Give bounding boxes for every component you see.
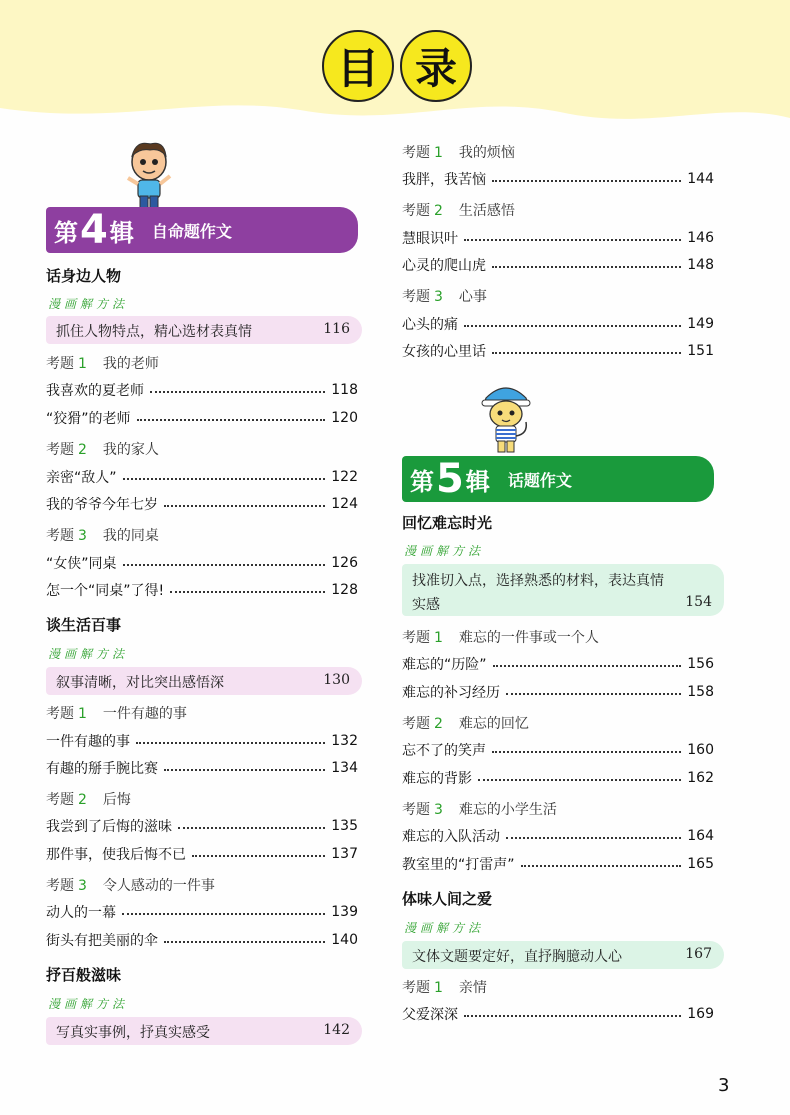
topic-label: 考题 [46, 528, 74, 544]
banner-title: 话题作文 [507, 470, 572, 490]
toc-entry[interactable] [46, 930, 358, 950]
topic-label: 考题 [46, 792, 74, 808]
leader-dots [192, 855, 325, 857]
topic-number: 1 [434, 630, 443, 646]
entry-title: 动人的一幕 [46, 905, 116, 921]
leader-dots [506, 837, 681, 839]
highlight-text: 找准切入点，选择熟悉的材料，表达真情 [412, 573, 664, 589]
leader-dots [164, 769, 325, 771]
highlight-text: 写真实事例，抒真实感受 [56, 1025, 210, 1041]
exam-topic [402, 627, 599, 647]
banner-title: 自命题作文 [151, 221, 232, 241]
toc-entry[interactable] [402, 768, 714, 788]
toc-entry[interactable] [46, 816, 358, 836]
entry-title: 慧眼识叶 [402, 231, 458, 247]
entry-page: 128 [331, 582, 358, 598]
method-highlight [46, 316, 362, 344]
entry-title: 那件事，使我后悔不已 [46, 847, 186, 863]
header-background [0, 0, 790, 130]
entry-page: 164 [687, 828, 714, 844]
entry-page: 122 [331, 469, 358, 485]
toc-entry[interactable] [46, 580, 358, 600]
topic-title: 亲情 [458, 980, 487, 996]
toc-entry[interactable] [402, 169, 714, 189]
topic-number: 3 [78, 878, 87, 894]
topic-title: 令人感动的一件事 [102, 878, 215, 894]
entry-page: 135 [331, 818, 358, 834]
toc-entry[interactable] [402, 228, 714, 248]
topic-label: 考题 [46, 356, 74, 372]
entry-page: 148 [687, 257, 714, 273]
comic-method-label: 漫画解方法 [404, 921, 485, 935]
entry-page: 151 [687, 343, 714, 359]
toc-entry[interactable] [46, 380, 358, 400]
entry-page: 162 [687, 770, 714, 786]
toc-entry[interactable] [402, 826, 714, 846]
exam-topic [46, 525, 159, 545]
topic-number: 2 [434, 716, 443, 732]
section-heading: 谈生活百事 [46, 616, 122, 634]
comic-method-label: 漫画解方法 [404, 544, 485, 558]
title-char-1: 目 [322, 30, 394, 102]
entry-title: 忘不了的笑声 [402, 743, 486, 759]
highlight-text: 抓住人物特点，精心选材表真情 [56, 324, 252, 340]
topic-title: 我的同桌 [102, 528, 159, 544]
leader-dots [493, 665, 682, 667]
exam-topic [402, 799, 557, 819]
entry-title: “狡猾”的老师 [46, 411, 131, 427]
entry-page: 165 [687, 856, 714, 872]
leader-dots [506, 693, 681, 695]
topic-label: 考题 [402, 980, 430, 996]
entry-page: 140 [331, 932, 358, 948]
banner-prefix: 第 [54, 218, 78, 247]
entry-page: 137 [331, 846, 358, 862]
topic-label: 考题 [402, 145, 430, 161]
leader-dots [164, 941, 325, 943]
comic-method-label: 漫画解方法 [48, 297, 129, 311]
toc-entry[interactable] [402, 341, 714, 361]
cartoon-boy-illustration [120, 138, 178, 212]
exam-topic [402, 713, 529, 733]
topic-number: 1 [434, 980, 443, 996]
topic-number: 2 [434, 203, 443, 219]
toc-entry[interactable] [46, 408, 358, 428]
entry-title: 父爱深深 [402, 1007, 458, 1023]
entry-title: 心头的痛 [402, 317, 458, 333]
topic-label: 考题 [402, 203, 430, 219]
entry-title: 心灵的爬山虎 [402, 258, 486, 274]
entry-title: 街头有把美丽的伞 [46, 933, 158, 949]
entry-title: 难忘的入队活动 [402, 829, 500, 845]
entry-title: 有趣的掰手腕比赛 [46, 761, 158, 777]
cartoon-cat-illustration [476, 378, 536, 456]
entry-page: 120 [331, 410, 358, 426]
topic-title: 一件有趣的事 [102, 706, 187, 722]
leader-dots [137, 419, 326, 421]
toc-entry[interactable] [46, 494, 358, 514]
volume-4-banner [46, 207, 358, 253]
topic-number: 1 [434, 145, 443, 161]
banner-suffix: 辑 [465, 467, 490, 496]
toc-entry[interactable] [46, 758, 358, 778]
topic-label: 考题 [402, 289, 430, 305]
section-heading: 体味人间之爱 [402, 890, 493, 908]
leader-dots [492, 751, 681, 753]
leader-dots [464, 1015, 681, 1017]
highlight-text: 文体文题要定好，直抒胸臆动人心 [412, 949, 622, 965]
toc-entry[interactable] [46, 553, 358, 573]
topic-number: 2 [78, 792, 87, 808]
leader-dots [492, 180, 681, 182]
topic-title: 难忘的一件事或一个人 [458, 630, 599, 646]
leader-dots [178, 827, 325, 829]
entry-page: 132 [331, 733, 358, 749]
method-highlight [46, 1017, 362, 1045]
topic-title: 我的家人 [102, 442, 159, 458]
topic-number: 1 [78, 706, 87, 722]
highlight-page: 167 [685, 946, 712, 962]
entry-page: 126 [331, 555, 358, 571]
method-highlight [402, 941, 724, 969]
toc-entry[interactable] [402, 255, 714, 275]
exam-topic [46, 439, 159, 459]
topic-title: 难忘的小学生活 [458, 802, 557, 818]
topic-number: 1 [78, 356, 87, 372]
toc-entry[interactable] [46, 467, 358, 487]
topic-number: 2 [78, 442, 87, 458]
toc-entry[interactable] [402, 740, 714, 760]
topic-title: 心事 [458, 289, 487, 305]
entry-title: 亲密“敌人” [46, 470, 117, 486]
leader-dots [122, 913, 325, 915]
exam-topic [46, 875, 215, 895]
entry-page: 169 [687, 1006, 714, 1022]
toc-entry[interactable] [402, 682, 714, 702]
method-highlight [46, 667, 362, 695]
toc-entry[interactable] [402, 314, 714, 334]
banner-number: 5 [436, 456, 464, 502]
topic-title: 我的烦恼 [458, 145, 515, 161]
section-heading: 抒百般滋味 [46, 966, 122, 984]
leader-dots [492, 352, 681, 354]
topic-title: 难忘的回忆 [458, 716, 529, 732]
entry-title: 教室里的“打雷声” [402, 857, 515, 873]
highlight-page: 116 [323, 321, 350, 337]
leader-dots [464, 325, 681, 327]
banner-prefix: 第 [410, 467, 434, 496]
entry-page: 156 [687, 656, 714, 672]
entry-title: 我尝到了后悔的滋味 [46, 819, 172, 835]
leader-dots [164, 505, 325, 507]
exam-topic [402, 286, 487, 306]
leader-dots [136, 742, 325, 744]
toc-entry[interactable] [46, 902, 358, 922]
topic-number: 3 [434, 802, 443, 818]
exam-topic [46, 353, 159, 373]
entry-title: 一件有趣的事 [46, 734, 130, 750]
leader-dots [150, 391, 325, 393]
toc-entry[interactable] [46, 731, 358, 751]
volume-5-banner [402, 456, 714, 502]
topic-label: 考题 [402, 630, 430, 646]
exam-topic [402, 142, 515, 162]
section-heading: 话身边人物 [46, 267, 122, 285]
exam-topic [46, 789, 131, 809]
entry-page: 160 [687, 742, 714, 758]
topic-title: 后悔 [102, 792, 131, 808]
topic-number: 3 [434, 289, 443, 305]
entry-title: 女孩的心里话 [402, 344, 486, 360]
entry-page: 134 [331, 760, 358, 776]
entry-title: 难忘的“历险” [402, 657, 487, 673]
highlight-page: 154 [685, 594, 712, 610]
highlight-text: 叙事清晰，对比突出感悟深 [56, 675, 224, 691]
entry-title: 怎一个“同桌”了得! [46, 583, 165, 599]
toc-entry[interactable] [402, 854, 714, 874]
entry-page: 118 [331, 382, 358, 398]
title-char-2: 录 [400, 30, 472, 102]
entry-page: 146 [687, 230, 714, 246]
topic-title: 生活感悟 [458, 203, 515, 219]
entry-title: “女侠”同桌 [46, 556, 117, 572]
entry-page: 139 [331, 904, 358, 920]
entry-title: 我喜欢的夏老师 [46, 383, 144, 399]
topic-label: 考题 [402, 716, 430, 732]
comic-method-label: 漫画解方法 [48, 647, 129, 661]
exam-topic [46, 703, 187, 723]
leader-dots [170, 591, 325, 593]
comic-method-label: 漫画解方法 [48, 997, 129, 1011]
entry-title: 难忘的背影 [402, 771, 472, 787]
toc-entry[interactable] [402, 654, 714, 674]
highlight-page: 130 [323, 672, 350, 688]
leader-dots [478, 779, 681, 781]
leader-dots [521, 865, 682, 867]
entry-title: 难忘的补习经历 [402, 685, 500, 701]
topic-label: 考题 [46, 706, 74, 722]
leader-dots [123, 478, 326, 480]
page-number: 3 [718, 1075, 730, 1096]
entry-page: 124 [331, 496, 358, 512]
section-heading: 回忆难忘时光 [402, 514, 493, 532]
toc-entry[interactable] [46, 844, 358, 864]
highlight-text-line2: 实感 [412, 597, 440, 613]
banner-number: 4 [80, 207, 108, 253]
entry-page: 149 [687, 316, 714, 332]
highlight-page: 142 [323, 1022, 350, 1038]
topic-number: 3 [78, 528, 87, 544]
leader-dots [464, 239, 681, 241]
toc-entry[interactable] [402, 1004, 714, 1024]
exam-topic [402, 200, 515, 220]
exam-topic [402, 977, 487, 997]
topic-label: 考题 [402, 802, 430, 818]
leader-dots [492, 266, 681, 268]
leader-dots [123, 564, 326, 566]
entry-title: 我的爷爷今年七岁 [46, 497, 158, 513]
entry-page: 158 [687, 684, 714, 700]
topic-title: 我的老师 [102, 356, 159, 372]
entry-page: 144 [687, 171, 714, 187]
banner-suffix: 辑 [109, 218, 134, 247]
method-highlight [402, 564, 724, 616]
topic-label: 考题 [46, 442, 74, 458]
entry-title: 我胖，我苦恼 [402, 172, 486, 188]
topic-label: 考题 [46, 878, 74, 894]
